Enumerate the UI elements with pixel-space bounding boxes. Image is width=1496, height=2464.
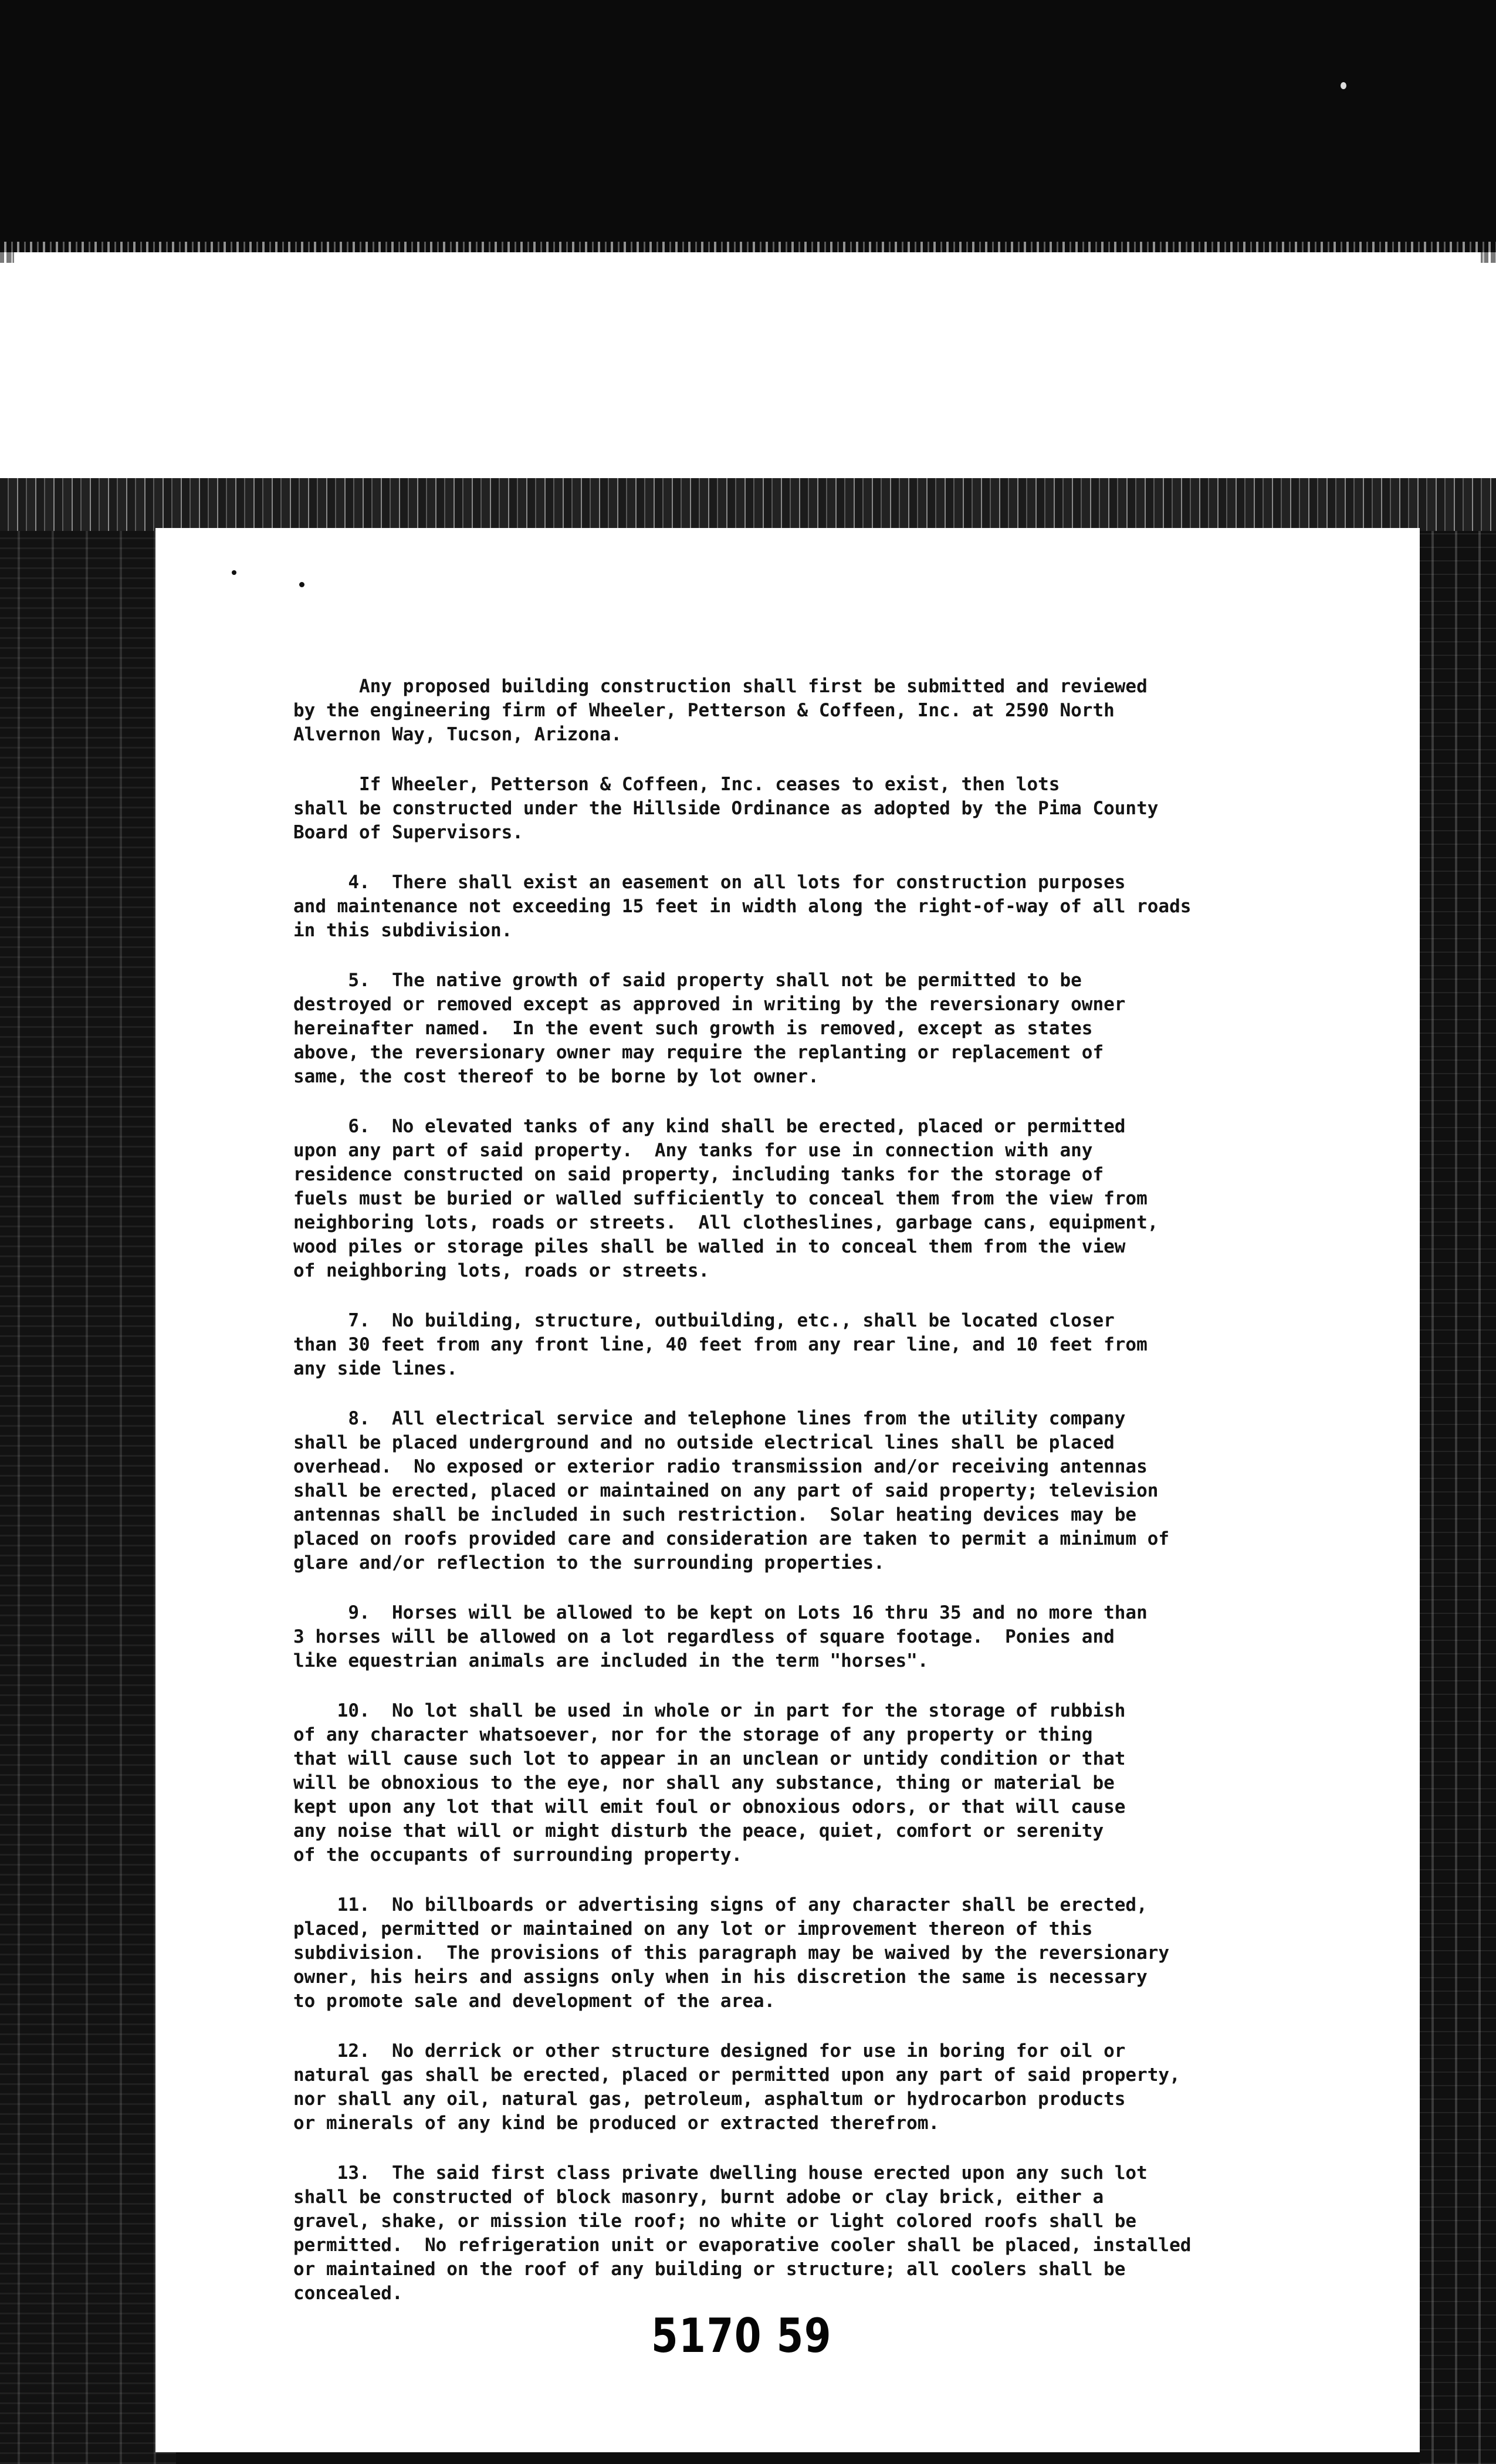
paragraph-intro-review: Any proposed building construction shall first be submitted and reviewed by the engineering firm of Wheeler, Petterson & Coffeen, Inc. at 2590 North Alvernon Way, Tucson, Arizona.	[293, 676, 1148, 745]
paragraph-item-11: 11. No billboards or advertising signs of any character shall be erected, placed, permitted or maintained on any lot or improvement thereon of this subdivision. The provisions of this paragraph may be waived by the reversionary owner, his heirs and assigns only when in his discretion the same is necessary to promote sale and development of the area.	[293, 1894, 1170, 2012]
scan-top-dark-band	[0, 0, 1496, 252]
scan-speck	[1341, 82, 1346, 89]
scan-blank-area	[14, 252, 1481, 487]
paragraph-item-7: 7. No building, structure, outbuilding, etc., shall be located closer than 30 feet from any front line, 40 feet from any rear line, and 10 feet from any side lines.	[293, 1310, 1148, 1379]
document-body	[293, 675, 1291, 2331]
page-stamp: 5170 59	[651, 2309, 832, 2363]
paragraph-item-4: 4. There shall exist an easement on all lots for construction purposes and maintenance not exceeding 15 feet in width along the right-of-way of all roads in this subdivision.	[293, 872, 1192, 941]
paragraph-item-9: 9. Horses will be allowed to be kept on Lots 16 thru 35 and no more than 3 horses will be allowed on a lot regardless of square footage. Ponies and like equestrian animals are included in the term "horses".	[293, 1602, 1148, 1671]
paragraph-intro-hillside: If Wheeler, Petterson & Coffeen, Inc. ceases to exist, then lots shall be constructed under the Hillside Ordinance as adopted by the Pima County Board of Supervisors.	[293, 774, 1159, 843]
scan-speck	[232, 570, 236, 575]
paragraph-item-12: 12. No derrick or other structure designed for use in boring for oil or natural gas shall be erected, placed or permitted upon any part of said property, nor shall any oil, natural gas, petroleum, asphaltum or hydrocarbon products or minerals of any kind be produced or extracted therefrom.	[293, 2040, 1180, 2134]
paragraph-item-10: 10. No lot shall be used in whole or in part for the storage of rubbish of any character whatsoever, nor for the storage of any property or thing that will cause such lot to appear in an unclean or untidy condition or that will be obnoxious to the eye, nor shall any substance, thing or material be kept upon any lot that will emit foul or obnoxious odors, or that will cause any noise that will or might disturb the peace, quiet, comfort or serenity of the occupants of surrounding property.	[293, 1700, 1126, 1866]
paragraph-item-8: 8. All electrical service and telephone lines from the utility company shall be placed underground and no outside electrical lines shall be placed overhead. No exposed or exterior radio transmission and/or receiving antennas shall be erected, placed or maintained on any part of said property; television antennas shall be included in such restriction. Solar heating devices may be placed on roofs provided care and consideration are taken to permit a minimum of glare and/or reflection to the surrounding properties.	[293, 1408, 1170, 1573]
scan-speck	[299, 582, 304, 587]
scan-frame-top-edge	[0, 478, 1496, 531]
paragraph-item-6: 6. No elevated tanks of any kind shall be erected, placed or permitted upon any part of said property. Any tanks for use in connection with any residence constructed on said property, including tanks for the storage of fuels must be buried or walled sufficiently to conceal them from the view from neighboring lots, roads or streets. All clotheslines, garbage cans, equipment, wood piles or storage piles shall be walled in to conceal them from the view of neighboring lots, roads or streets.	[293, 1116, 1159, 1281]
paragraph-item-5: 5. The native growth of said property shall not be permitted to be destroyed or removed except as approved in writing by the reversionary owner hereinafter named. In the event such growth is removed, except as states above, the reversionary owner may require the replanting or replacement of same, the cost thereof to be borne by lot owner.	[293, 970, 1126, 1087]
paragraph-item-13: 13. The said first class private dwelling house erected upon any such lot shall be constructed of block masonry, burnt adobe or clay brick, either a gravel, shake, or mission tile roof; no white or light colored roofs shall be permitted. No refrigeration unit or evaporative cooler shall be placed, installed or maintained on the roof of any building or structure; all coolers shall be concealed.	[293, 2162, 1192, 2304]
